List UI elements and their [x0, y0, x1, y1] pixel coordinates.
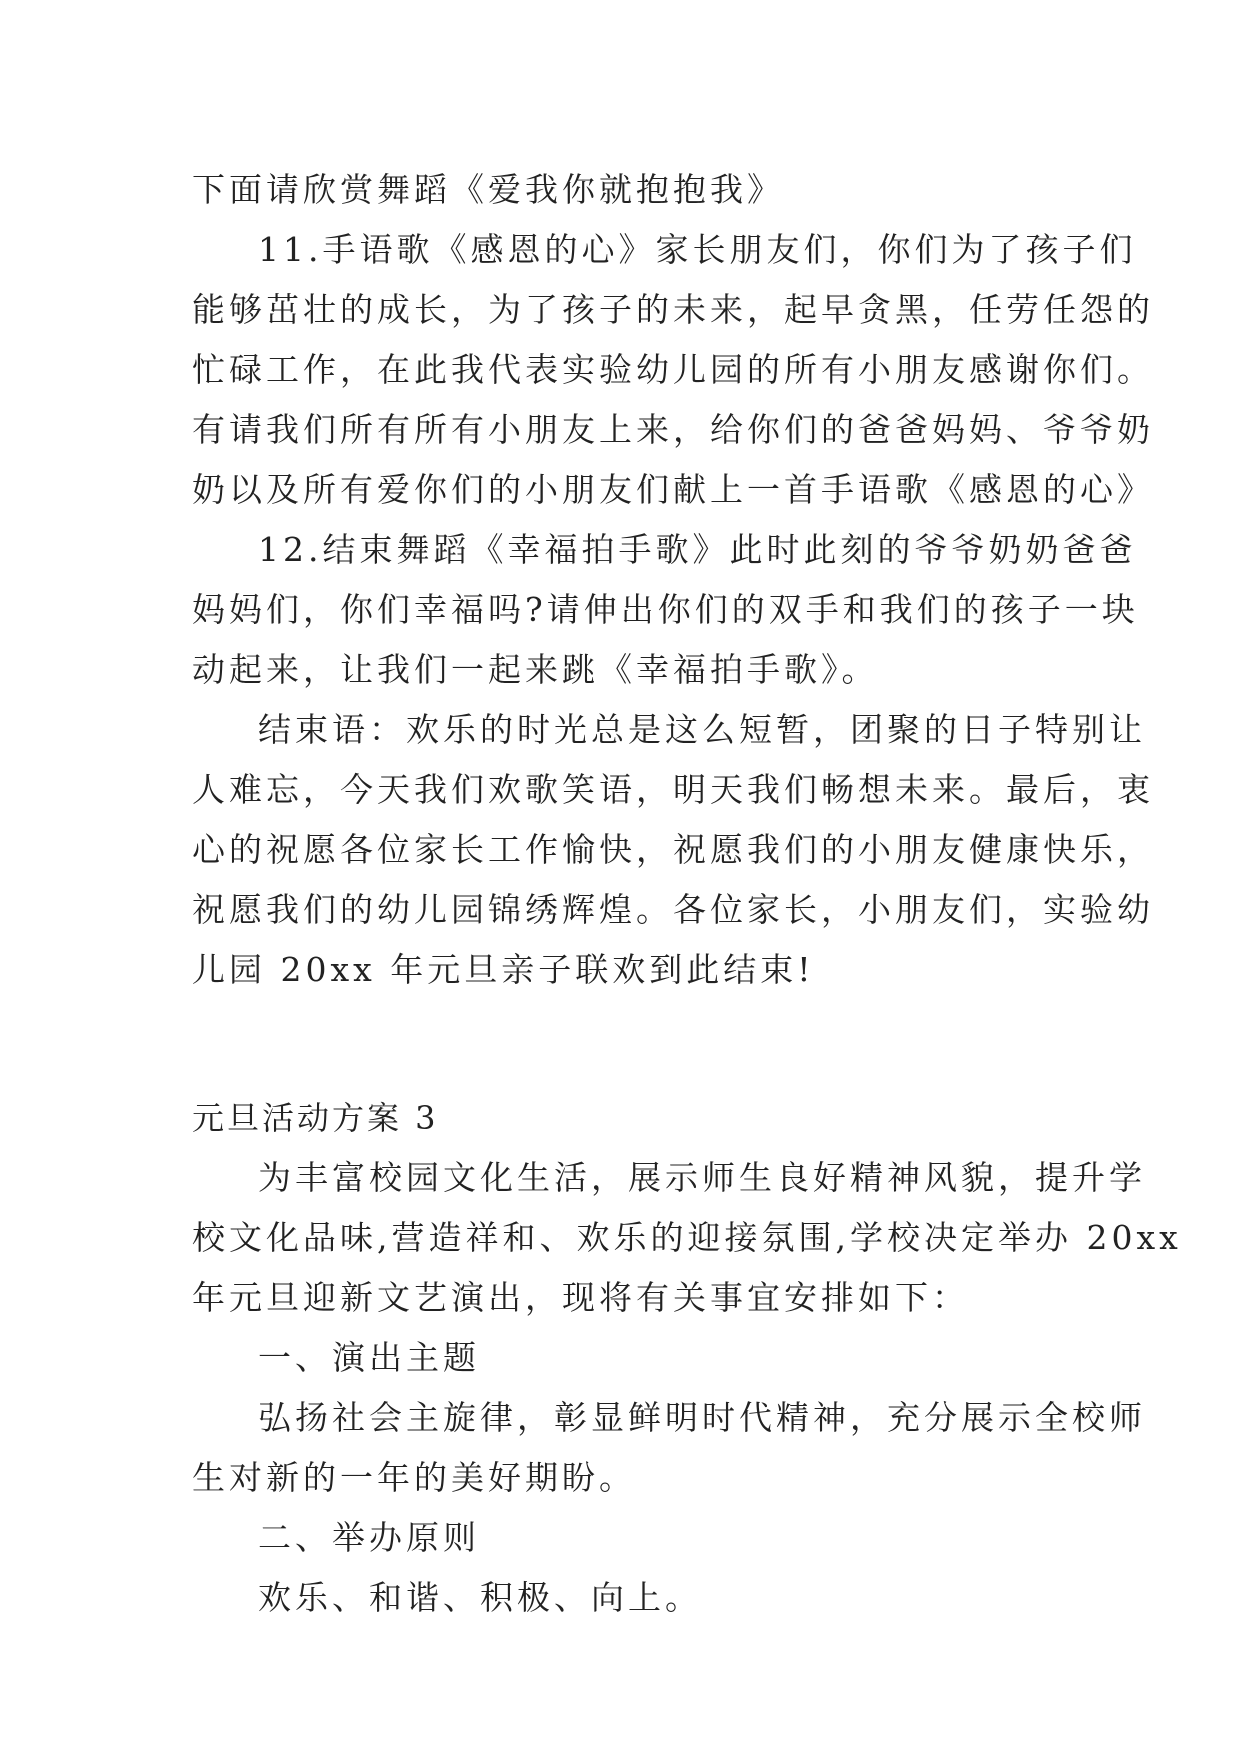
paragraph-line: 生对新的一年的美好期盼。	[192, 1458, 636, 1497]
item-11-paragraph	[192, 220, 1154, 520]
section-title: 元旦活动方案 3	[192, 1099, 439, 1137]
paragraph-line: 年元旦迎新文艺演出，现将有关事宜安排如下：	[192, 1278, 969, 1317]
paragraph-line: 弘扬社会主旋律，彰显鲜明时代精神，充分展示全校师	[258, 1398, 1146, 1437]
closing-paragraph	[192, 700, 1154, 1000]
part-2-paragraph: 欢乐、和谐、积极、向上。	[258, 1578, 702, 1617]
paragraph-line: 奶以及所有爱你们的小朋友们献上一首手语歌《感恩的心》	[192, 470, 1154, 509]
paragraph-line: 妈妈们，你们幸福吗?请伸出你们的双手和我们的孩子一块	[192, 590, 1139, 629]
paragraph-line: 忙碌工作，在此我代表实验幼儿园的所有小朋友感谢你们。	[192, 350, 1154, 389]
section-spacer	[192, 1000, 1052, 1088]
paragraph-line: 祝愿我们的幼儿园锦绣辉煌。各位家长，小朋友们，实验幼	[192, 890, 1154, 929]
paragraph-line: 11.手语歌《感恩的心》家长朋友们，你们为了孩子们	[258, 230, 1137, 269]
paragraph-line: 12.结束舞蹈《幸福拍手歌》此时此刻的爷爷奶奶爸爸	[258, 530, 1137, 569]
item-12-paragraph	[192, 520, 1139, 700]
paragraph-line: 能够茁壮的成长，为了孩子的未来，起早贪黑，任劳任怨的	[192, 290, 1154, 329]
paragraph-line: 为丰富校园文化生活，展示师生良好精神风貌，提升学	[258, 1158, 1146, 1197]
paragraph-line: 人难忘，今天我们欢歌笑语，明天我们畅想未来。最后，衷	[192, 770, 1154, 809]
document-page	[192, 160, 1182, 1628]
part-2-heading: 二、举办原则	[258, 1518, 480, 1557]
paragraph-line: 心的祝愿各位家长工作愉快，祝愿我们的小朋友健康快乐，	[192, 830, 1154, 869]
part-1-paragraph	[192, 1388, 1146, 1508]
intro-paragraph	[192, 1148, 1182, 1328]
paragraph-line: 校文化品味,营造祥和、欢乐的迎接氛围,学校决定举办 20xx	[192, 1218, 1182, 1257]
paragraph-line: 儿园 20xx 年元旦亲子联欢到此结束!	[192, 950, 815, 989]
program-heading: 下面请欣赏舞蹈《爱我你就抱抱我》	[192, 170, 784, 209]
paragraph-line: 动起来，让我们一起来跳《幸福拍手歌》。	[192, 650, 879, 689]
paragraph-line: 有请我们所有所有小朋友上来，给你们的爸爸妈妈、爷爷奶	[192, 410, 1154, 449]
part-1-heading: 一、演出主题	[258, 1338, 480, 1377]
paragraph-line: 结束语：欢乐的时光总是这么短暂，团聚的日子特别让	[258, 710, 1146, 749]
